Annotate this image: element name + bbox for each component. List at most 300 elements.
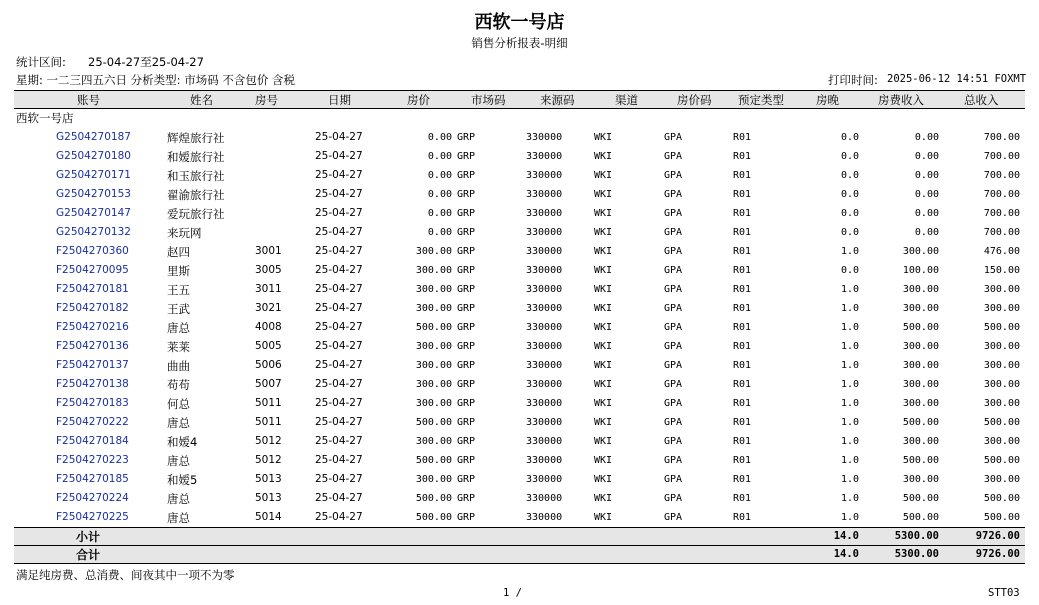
account-number-cell[interactable]: G2504270147 <box>56 207 131 219</box>
table-row <box>0 129 1039 148</box>
channel-code-cell: WKI <box>594 246 613 257</box>
market-code-cell: GRP <box>457 474 476 485</box>
total-label: 合计 <box>76 548 101 562</box>
table-row <box>0 262 1039 281</box>
channel-code-cell: WKI <box>594 208 613 219</box>
source-code-cell: 330000 <box>526 227 563 238</box>
room-revenue-cell: 300.00 <box>902 303 939 314</box>
rate-code-cell: GPA <box>664 436 683 447</box>
room-number-cell: 5011 <box>255 397 282 409</box>
account-number-cell[interactable]: F2504270224 <box>56 492 129 504</box>
rate-code-cell: GPA <box>664 132 683 143</box>
table-row <box>0 148 1039 167</box>
channel-code-cell: WKI <box>594 360 613 371</box>
col-header-room-nights: 房晚 <box>816 93 839 107</box>
rate-code-cell: GPA <box>664 493 683 504</box>
period-label: 统计区间: <box>16 55 66 69</box>
group-name: 西软一号店 <box>16 111 74 125</box>
col-header-rate-code: 房价码 <box>677 93 712 107</box>
room-nights-cell: 0.0 <box>840 170 859 181</box>
table-row <box>0 452 1039 471</box>
rate-code-cell: GPA <box>664 379 683 390</box>
guest-name-cell: 苟苟 <box>167 378 190 392</box>
table-row <box>0 338 1039 357</box>
col-header-source: 来源码 <box>540 93 575 107</box>
table-row <box>0 357 1039 376</box>
col-header-date: 日期 <box>328 93 351 107</box>
room-number-cell: 3021 <box>255 302 282 314</box>
market-code-cell: GRP <box>457 265 476 276</box>
channel-code-cell: WKI <box>594 474 613 485</box>
room-number-cell: 5012 <box>255 435 282 447</box>
channel-code-cell: WKI <box>594 398 613 409</box>
channel-code-cell: WKI <box>594 189 613 200</box>
reserve-type-cell: R01 <box>733 227 752 238</box>
stay-date-cell: 25-04-27 <box>315 378 363 390</box>
table-row <box>0 281 1039 300</box>
room-number-cell: 5013 <box>255 492 282 504</box>
room-number-cell: 3005 <box>255 264 282 276</box>
room-number-cell: 4008 <box>255 321 282 333</box>
room-rate-cell: 300.00 <box>415 379 452 390</box>
room-nights-cell: 0.0 <box>840 227 859 238</box>
reserve-type-cell: R01 <box>733 360 752 371</box>
stay-date-cell: 25-04-27 <box>315 226 363 238</box>
col-header-room-revenue: 房费收入 <box>878 93 924 107</box>
room-rate-cell: 500.00 <box>415 417 452 428</box>
account-number-cell[interactable]: F2504270222 <box>56 416 129 428</box>
col-header-total-revenue: 总收入 <box>964 93 999 107</box>
stay-date-cell: 25-04-27 <box>315 511 363 523</box>
source-code-cell: 330000 <box>526 189 563 200</box>
reserve-type-cell: R01 <box>733 322 752 333</box>
room-number-cell: 3011 <box>255 283 282 295</box>
reserve-type-cell: R01 <box>733 265 752 276</box>
source-code-cell: 330000 <box>526 436 563 447</box>
report-code: STT03 <box>988 587 1020 599</box>
room-nights-cell: 0.0 <box>840 151 859 162</box>
room-nights-cell: 1.0 <box>840 493 859 504</box>
rate-code-cell: GPA <box>664 265 683 276</box>
room-number-cell: 5007 <box>255 378 282 390</box>
channel-code-cell: WKI <box>594 436 613 447</box>
source-code-cell: 330000 <box>526 512 563 523</box>
room-rate-cell: 300.00 <box>415 360 452 371</box>
room-revenue-cell: 0.00 <box>914 189 939 200</box>
col-header-channel: 渠道 <box>615 93 638 107</box>
room-nights-cell: 0.0 <box>840 208 859 219</box>
source-code-cell: 330000 <box>526 474 563 485</box>
channel-code-cell: WKI <box>594 284 613 295</box>
room-revenue-cell: 0.00 <box>914 208 939 219</box>
channel-code-cell: WKI <box>594 341 613 352</box>
room-revenue-cell: 0.00 <box>914 227 939 238</box>
stay-date-cell: 25-04-27 <box>315 188 363 200</box>
rate-code-cell: GPA <box>664 208 683 219</box>
channel-code-cell: WKI <box>594 379 613 390</box>
rate-code-cell: GPA <box>664 341 683 352</box>
room-rate-cell: 500.00 <box>415 493 452 504</box>
room-rate-cell: 300.00 <box>415 265 452 276</box>
account-number-cell[interactable]: F2504270138 <box>56 378 129 390</box>
room-nights-cell: 1.0 <box>840 455 859 466</box>
rate-code-cell: GPA <box>664 227 683 238</box>
rate-code-cell: GPA <box>664 284 683 295</box>
col-header-room: 房号 <box>255 93 278 107</box>
account-number-cell[interactable]: G2504270187 <box>56 131 131 143</box>
stay-date-cell: 25-04-27 <box>315 131 363 143</box>
total-revenue-cell: 700.00 <box>983 132 1020 143</box>
guest-name-cell: 和嫒旅行社 <box>167 150 225 164</box>
room-rate-cell: 500.00 <box>415 322 452 333</box>
channel-code-cell: WKI <box>594 322 613 333</box>
total-room-revenue: 5300.00 <box>894 548 939 560</box>
market-code-cell: GRP <box>457 341 476 352</box>
account-number-cell[interactable]: F2504270223 <box>56 454 129 466</box>
room-number-cell: 5012 <box>255 454 282 466</box>
reserve-type-cell: R01 <box>733 341 752 352</box>
room-nights-cell: 1.0 <box>840 303 859 314</box>
room-nights-cell: 0.0 <box>840 132 859 143</box>
channel-code-cell: WKI <box>594 417 613 428</box>
col-header-reserve-type: 预定类型 <box>738 93 784 107</box>
total-revenue-cell: 300.00 <box>983 341 1020 352</box>
guest-name-cell: 翟渝旅行社 <box>167 188 225 202</box>
room-rate-cell: 0.00 <box>427 132 452 143</box>
reserve-type-cell: R01 <box>733 170 752 181</box>
column-header-band <box>14 90 1025 109</box>
reserve-type-cell: R01 <box>733 151 752 162</box>
room-rate-cell: 300.00 <box>415 436 452 447</box>
room-revenue-cell: 300.00 <box>902 341 939 352</box>
market-code-cell: GRP <box>457 151 476 162</box>
source-code-cell: 330000 <box>526 151 563 162</box>
subtotal-label: 小计 <box>76 530 101 544</box>
market-code-cell: GRP <box>457 303 476 314</box>
room-revenue-cell: 0.00 <box>914 132 939 143</box>
room-rate-cell: 0.00 <box>427 151 452 162</box>
period-value: 25-04-27至25-04-27 <box>88 55 204 69</box>
table-row <box>0 300 1039 319</box>
account-number-cell[interactable]: F2504270136 <box>56 340 129 352</box>
room-rate-cell: 0.00 <box>427 170 452 181</box>
total-revenue-cell: 300.00 <box>983 303 1020 314</box>
reserve-type-cell: R01 <box>733 379 752 390</box>
guest-name-cell: 莱莱 <box>167 340 190 354</box>
room-revenue-cell: 300.00 <box>902 398 939 409</box>
reserve-type-cell: R01 <box>733 417 752 428</box>
room-nights-cell: 1.0 <box>840 398 859 409</box>
col-header-rate: 房价 <box>407 93 430 107</box>
room-nights-cell: 1.0 <box>840 246 859 257</box>
room-rate-cell: 0.00 <box>427 189 452 200</box>
room-number-cell: 5014 <box>255 511 282 523</box>
guest-name-cell: 来玩网 <box>167 226 202 240</box>
guest-name-cell: 里斯 <box>167 264 190 278</box>
source-code-cell: 330000 <box>526 132 563 143</box>
account-number-cell[interactable]: F2504270181 <box>56 283 129 295</box>
room-rate-cell: 300.00 <box>415 284 452 295</box>
guest-name-cell: 辉煌旅行社 <box>167 131 225 145</box>
footnote: 满足纯房费、总消费、间夜其中一项不为零 <box>16 568 235 582</box>
room-revenue-cell: 300.00 <box>902 246 939 257</box>
room-rate-cell: 300.00 <box>415 303 452 314</box>
print-time-value: 2025-06-12 14:51 FOXMT <box>887 73 1027 85</box>
account-number-cell[interactable]: F2504270360 <box>56 245 129 257</box>
table-row <box>0 509 1039 528</box>
room-nights-cell: 0.0 <box>840 189 859 200</box>
rate-code-cell: GPA <box>664 474 683 485</box>
total-revenue-cell: 500.00 <box>983 455 1020 466</box>
room-revenue-cell: 500.00 <box>902 417 939 428</box>
col-header-acct: 账号 <box>77 93 100 107</box>
market-code-cell: GRP <box>457 455 476 466</box>
room-number-cell: 5006 <box>255 359 282 371</box>
source-code-cell: 330000 <box>526 455 563 466</box>
rate-code-cell: GPA <box>664 512 683 523</box>
channel-code-cell: WKI <box>594 455 613 466</box>
table-row <box>0 471 1039 490</box>
source-code-cell: 330000 <box>526 322 563 333</box>
stay-date-cell: 25-04-27 <box>315 207 363 219</box>
guest-name-cell: 和嫒4 <box>167 435 198 449</box>
reserve-type-cell: R01 <box>733 208 752 219</box>
channel-code-cell: WKI <box>594 493 613 504</box>
market-code-cell: GRP <box>457 208 476 219</box>
table-row <box>0 205 1039 224</box>
room-number-cell: 5005 <box>255 340 282 352</box>
reserve-type-cell: R01 <box>733 512 752 523</box>
channel-code-cell: WKI <box>594 303 613 314</box>
stay-date-cell: 25-04-27 <box>315 321 363 333</box>
guest-name-cell: 唐总 <box>167 492 190 506</box>
table-row <box>0 243 1039 262</box>
room-revenue-cell: 300.00 <box>902 474 939 485</box>
source-code-cell: 330000 <box>526 284 563 295</box>
rate-code-cell: GPA <box>664 151 683 162</box>
market-code-cell: GRP <box>457 417 476 428</box>
stay-date-cell: 25-04-27 <box>315 283 363 295</box>
room-nights-cell: 1.0 <box>840 436 859 447</box>
room-rate-cell: 500.00 <box>415 455 452 466</box>
stay-date-cell: 25-04-27 <box>315 435 363 447</box>
account-number-cell[interactable]: G2504270171 <box>56 169 131 181</box>
total-revenue-cell: 500.00 <box>983 512 1020 523</box>
table-row <box>0 395 1039 414</box>
channel-code-cell: WKI <box>594 132 613 143</box>
source-code-cell: 330000 <box>526 341 563 352</box>
table-row <box>0 490 1039 509</box>
stay-date-cell: 25-04-27 <box>315 492 363 504</box>
subtotal-room-revenue: 5300.00 <box>894 530 939 542</box>
market-code-cell: GRP <box>457 284 476 295</box>
total-total-revenue: 9726.00 <box>975 548 1020 560</box>
room-nights-cell: 1.0 <box>840 284 859 295</box>
source-code-cell: 330000 <box>526 208 563 219</box>
stay-date-cell: 25-04-27 <box>315 302 363 314</box>
guest-name-cell: 王武 <box>167 302 190 316</box>
market-code-cell: GRP <box>457 189 476 200</box>
table-row <box>0 186 1039 205</box>
room-revenue-cell: 0.00 <box>914 170 939 181</box>
room-revenue-cell: 500.00 <box>902 455 939 466</box>
table-row <box>0 224 1039 243</box>
account-number-cell[interactable]: F2504270095 <box>56 264 129 276</box>
guest-name-cell: 唐总 <box>167 454 190 468</box>
account-number-cell[interactable]: F2504270216 <box>56 321 129 333</box>
rate-code-cell: GPA <box>664 398 683 409</box>
source-code-cell: 330000 <box>526 379 563 390</box>
table-row <box>0 167 1039 186</box>
total-revenue-cell: 700.00 <box>983 227 1020 238</box>
account-number-cell[interactable]: G2504270153 <box>56 188 131 200</box>
stay-date-cell: 25-04-27 <box>315 397 363 409</box>
rate-code-cell: GPA <box>664 303 683 314</box>
channel-code-cell: WKI <box>594 227 613 238</box>
stay-date-cell: 25-04-27 <box>315 245 363 257</box>
market-code-cell: GRP <box>457 512 476 523</box>
room-number-cell: 5011 <box>255 416 282 428</box>
table-row <box>0 376 1039 395</box>
total-revenue-cell: 700.00 <box>983 151 1020 162</box>
room-revenue-cell: 0.00 <box>914 151 939 162</box>
filter-info: 星期: 一二三四五六日 分析类型: 市场码 不含包价 含税 <box>16 73 296 87</box>
reserve-type-cell: R01 <box>733 284 752 295</box>
table-row <box>0 319 1039 338</box>
subtotal-total-revenue: 9726.00 <box>975 530 1020 542</box>
guest-name-cell: 唐总 <box>167 416 190 430</box>
market-code-cell: GRP <box>457 398 476 409</box>
room-number-cell: 5013 <box>255 473 282 485</box>
room-rate-cell: 0.00 <box>427 208 452 219</box>
room-rate-cell: 300.00 <box>415 246 452 257</box>
subtotal-room-nights: 14.0 <box>833 530 859 542</box>
guest-name-cell: 曲曲 <box>167 359 190 373</box>
account-number-cell[interactable]: F2504270137 <box>56 359 129 371</box>
channel-code-cell: WKI <box>594 170 613 181</box>
rate-code-cell: GPA <box>664 246 683 257</box>
account-number-cell[interactable]: F2504270183 <box>56 397 129 409</box>
total-revenue-cell: 150.00 <box>983 265 1020 276</box>
stay-date-cell: 25-04-27 <box>315 340 363 352</box>
total-revenue-cell: 500.00 <box>983 417 1020 428</box>
account-number-cell[interactable]: F2504270185 <box>56 473 129 485</box>
stay-date-cell: 25-04-27 <box>315 264 363 276</box>
print-time-label: 打印时间: <box>828 73 878 87</box>
reserve-type-cell: R01 <box>733 455 752 466</box>
stay-date-cell: 25-04-27 <box>315 359 363 371</box>
room-nights-cell: 1.0 <box>840 474 859 485</box>
guest-name-cell: 爱玩旅行社 <box>167 207 225 221</box>
report-subtitle: 销售分析报表-明细 <box>471 36 568 50</box>
market-code-cell: GRP <box>457 246 476 257</box>
account-number-cell[interactable]: G2504270132 <box>56 226 131 238</box>
account-number-cell[interactable]: F2504270225 <box>56 511 129 523</box>
reserve-type-cell: R01 <box>733 246 752 257</box>
room-revenue-cell: 500.00 <box>902 322 939 333</box>
market-code-cell: GRP <box>457 379 476 390</box>
guest-name-cell: 王五 <box>167 283 190 297</box>
total-band <box>14 545 1025 564</box>
reserve-type-cell: R01 <box>733 436 752 447</box>
total-revenue-cell: 300.00 <box>983 436 1020 447</box>
market-code-cell: GRP <box>457 493 476 504</box>
room-revenue-cell: 300.00 <box>902 379 939 390</box>
source-code-cell: 330000 <box>526 398 563 409</box>
reserve-type-cell: R01 <box>733 493 752 504</box>
room-revenue-cell: 100.00 <box>902 265 939 276</box>
stay-date-cell: 25-04-27 <box>315 473 363 485</box>
stay-date-cell: 25-04-27 <box>315 416 363 428</box>
account-number-cell[interactable]: F2504270184 <box>56 435 129 447</box>
room-revenue-cell: 500.00 <box>902 512 939 523</box>
total-revenue-cell: 700.00 <box>983 208 1020 219</box>
rate-code-cell: GPA <box>664 170 683 181</box>
market-code-cell: GRP <box>457 436 476 447</box>
report-title: 西软一号店 <box>474 12 565 33</box>
guest-name-cell: 何总 <box>167 397 190 411</box>
total-room-nights: 14.0 <box>833 548 859 560</box>
source-code-cell: 330000 <box>526 265 563 276</box>
room-rate-cell: 0.00 <box>427 227 452 238</box>
source-code-cell: 330000 <box>526 246 563 257</box>
account-number-cell[interactable]: F2504270182 <box>56 302 129 314</box>
rate-code-cell: GPA <box>664 360 683 371</box>
room-revenue-cell: 300.00 <box>902 436 939 447</box>
market-code-cell: GRP <box>457 227 476 238</box>
market-code-cell: GRP <box>457 170 476 181</box>
rate-code-cell: GPA <box>664 322 683 333</box>
room-nights-cell: 1.0 <box>840 341 859 352</box>
market-code-cell: GRP <box>457 322 476 333</box>
total-revenue-cell: 500.00 <box>983 493 1020 504</box>
rate-code-cell: GPA <box>664 455 683 466</box>
source-code-cell: 330000 <box>526 170 563 181</box>
account-number-cell[interactable]: G2504270180 <box>56 150 131 162</box>
reserve-type-cell: R01 <box>733 474 752 485</box>
room-rate-cell: 300.00 <box>415 398 452 409</box>
total-revenue-cell: 700.00 <box>983 189 1020 200</box>
table-row <box>0 414 1039 433</box>
market-code-cell: GRP <box>457 132 476 143</box>
total-revenue-cell: 300.00 <box>983 474 1020 485</box>
room-nights-cell: 1.0 <box>840 417 859 428</box>
page-number: 1 / <box>503 587 522 599</box>
channel-code-cell: WKI <box>594 265 613 276</box>
total-revenue-cell: 700.00 <box>983 170 1020 181</box>
subtotal-band <box>14 527 1025 545</box>
total-revenue-cell: 300.00 <box>983 360 1020 371</box>
stay-date-cell: 25-04-27 <box>315 169 363 181</box>
stay-date-cell: 25-04-27 <box>315 150 363 162</box>
room-rate-cell: 300.00 <box>415 341 452 352</box>
channel-code-cell: WKI <box>594 151 613 162</box>
room-rate-cell: 500.00 <box>415 512 452 523</box>
reserve-type-cell: R01 <box>733 189 752 200</box>
channel-code-cell: WKI <box>594 512 613 523</box>
reserve-type-cell: R01 <box>733 303 752 314</box>
room-revenue-cell: 500.00 <box>902 493 939 504</box>
room-rate-cell: 300.00 <box>415 474 452 485</box>
room-revenue-cell: 300.00 <box>902 284 939 295</box>
guest-name-cell: 唐总 <box>167 511 190 525</box>
guest-name-cell: 赵四 <box>167 245 190 259</box>
source-code-cell: 330000 <box>526 417 563 428</box>
source-code-cell: 330000 <box>526 303 563 314</box>
room-nights-cell: 0.0 <box>840 265 859 276</box>
col-header-market: 市场码 <box>471 93 506 107</box>
total-revenue-cell: 476.00 <box>983 246 1020 257</box>
